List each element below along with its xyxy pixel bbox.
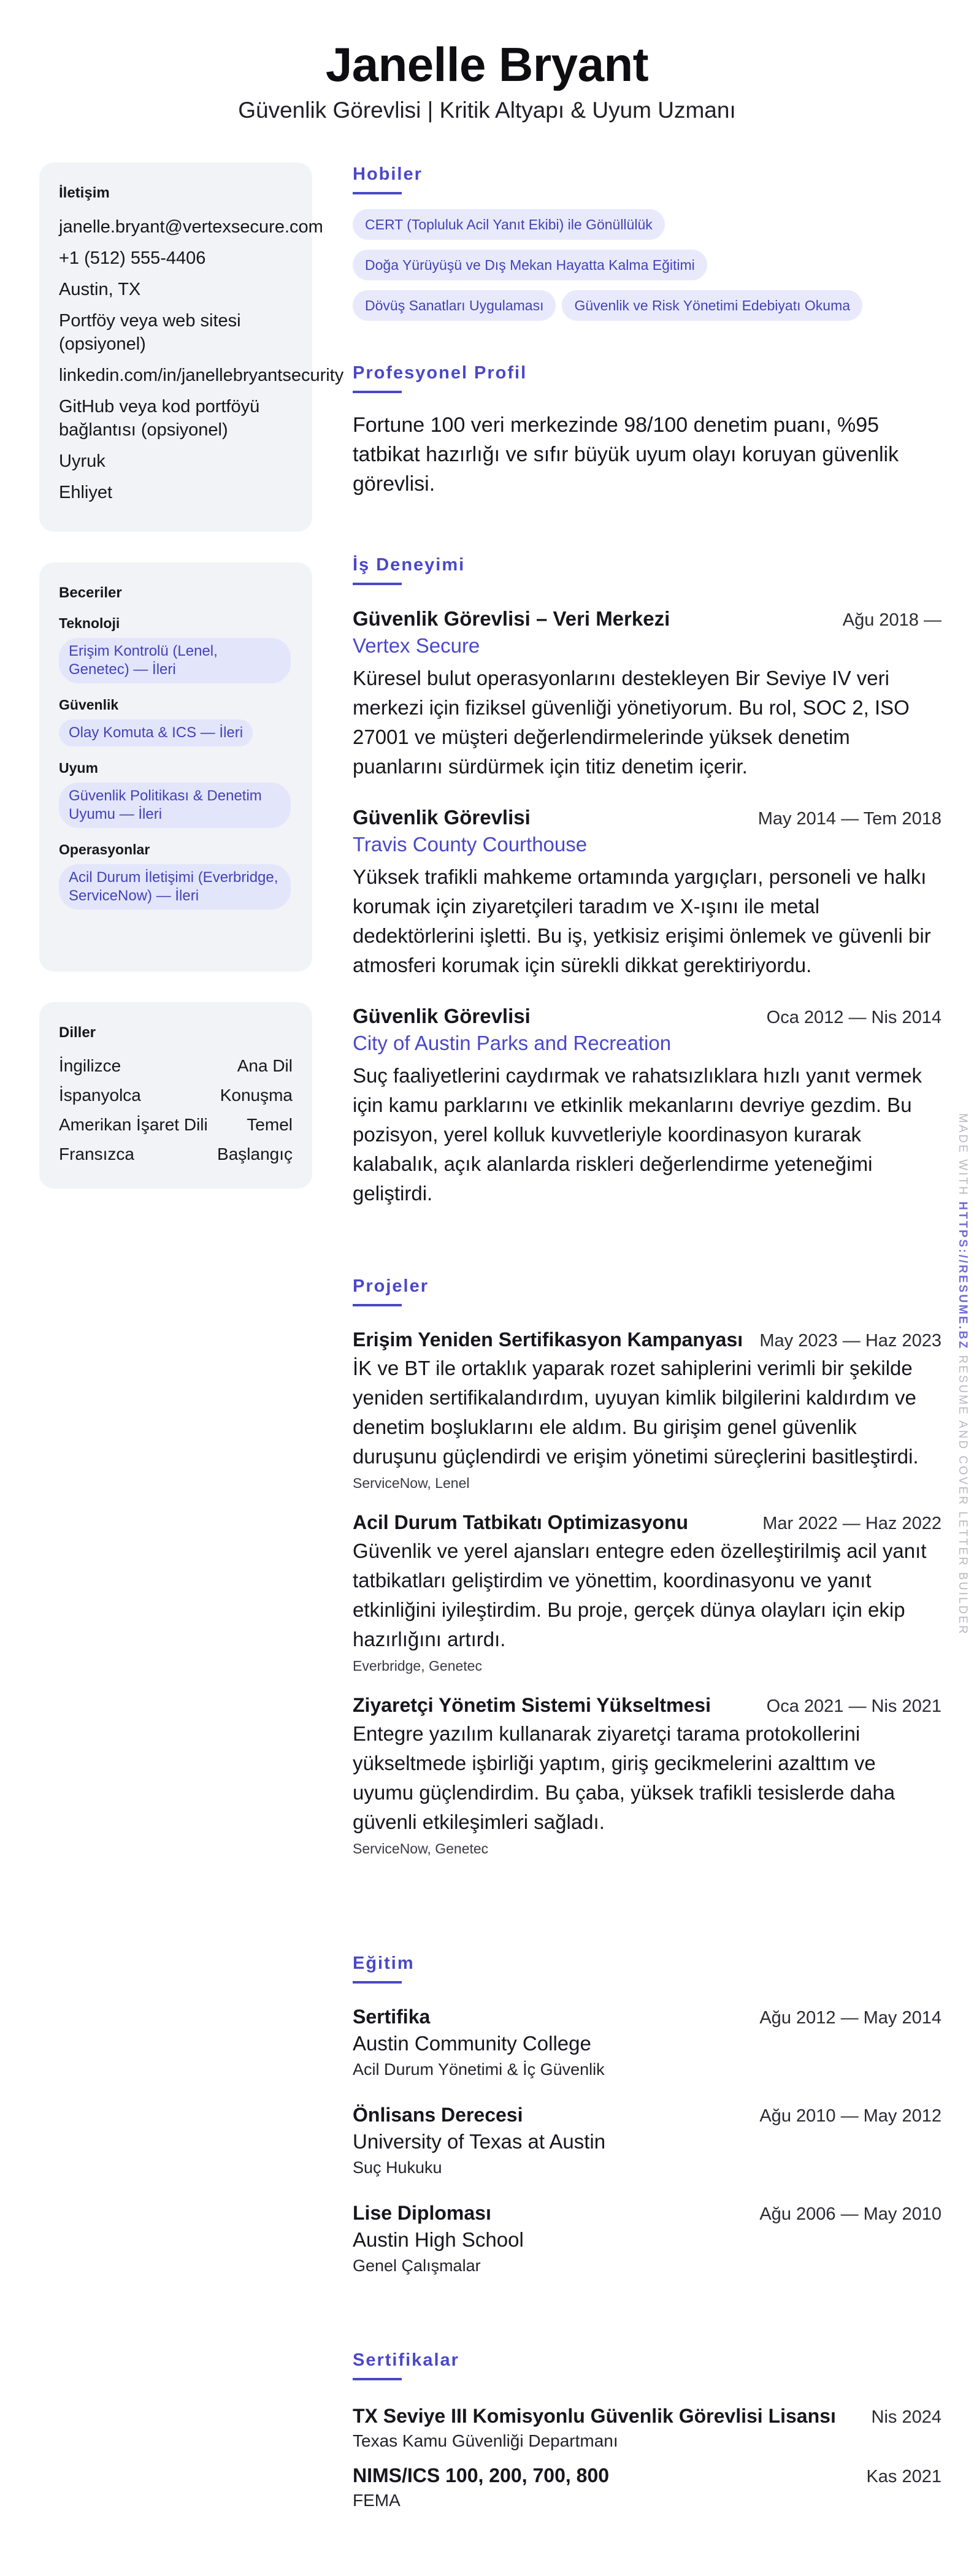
watermark-link[interactable]: HTTPS://RESUME.BZ [956, 1202, 969, 1351]
hobby-chip: Dövüş Sanatları Uygulaması [353, 290, 556, 321]
education-entry [353, 2202, 941, 2275]
certification-name: TX Seviye III Komisyonlu Güvenlik Görevlisi Lisansı [353, 2405, 836, 2427]
watermark-suffix: RESUME AND COVER LETTER BUILDER [956, 1355, 969, 1636]
skill-category: Teknoloji [59, 615, 120, 631]
job-description: Küresel bulut operasyonlarını destekleyen Bir Seviye IV veri merkezi için fiziksel güvenliği yönetiyorum. Bu rol, SOC 2, ISO 27001 ve müşteri değerlendirmelerinde yüksek denetim puanlarını sürdürmek için titiz denetim içerir. [353, 667, 910, 778]
contact-phone[interactable]: +1 (512) 555-4406 [59, 248, 206, 268]
watermark-prefix: MADE WITH [956, 1113, 969, 1197]
certification-entry [353, 2464, 941, 2510]
project-tech: ServiceNow, Lenel [353, 1475, 470, 1491]
project-description: İK ve BT ile ortaklık yaparak rozet sahiplerini verimli bir şekilde yeniden sertifikalandırdım, uyuyan kimlik bilgilerini kaldırdım ve denetim boşluklarını ele aldım. Bu girişim genel güvenlik duruşunu güçlendirdi ve erişim yönetimi süreçlerini basitleştirdi. [353, 1357, 919, 1468]
skill-category: Güvenlik [59, 697, 119, 713]
section-rule [353, 391, 402, 393]
contact-heading: İletişim [59, 185, 110, 201]
project-description: Entegre yazılım kullanarak ziyaretçi tarama protokollerini yükseltmede işbirliği yaptım, giriş gecikmelerini azalttım ve uyumu güçlendirdim. Bu çaba, yüksek trafikli tesislerde daha güvenli etkileşimleri sağladı. [353, 1722, 895, 1833]
project-name: Erişim Yeniden Sertifikasyon Kampanyası [353, 1328, 743, 1351]
contact-linkedin[interactable]: linkedin.com/in/janellebryantsecurity [59, 366, 344, 385]
section-rule [353, 1981, 402, 1984]
project-dates: May 2023 — Haz 2023 [759, 1331, 941, 1351]
language-level: Temel [247, 1115, 293, 1134]
section-rule [353, 1304, 402, 1306]
section-rule [353, 192, 402, 194]
languages-heading: Diller [59, 1024, 96, 1041]
education-entry [353, 2006, 941, 2079]
project-tech: ServiceNow, Genetec [353, 1841, 489, 1857]
education-field: Acil Durum Yönetimi & İç Güvenlik [353, 2060, 605, 2079]
education-degree: Önlisans Derecesi [353, 2104, 523, 2126]
candidate-title: Güvenlik Görevlisi | Kritik Altyapı & Uyum Uzmanı [238, 98, 736, 123]
section-title: Eğitim [353, 1953, 415, 1973]
skill-category: Uyum [59, 760, 98, 776]
skill-chip: Erişim Kontrolü (Lenel, Genetec) — İleri [59, 638, 291, 683]
job-entry [353, 607, 941, 781]
certification-org: Texas Kamu Güvenliği Departmanı [353, 2431, 618, 2450]
language-row [59, 1084, 293, 1106]
education-degree: Sertifika [353, 2006, 431, 2028]
education-school: Austin High School [353, 2228, 524, 2251]
job-company: Travis County Courthouse [353, 833, 588, 856]
project-entry [353, 1328, 941, 1492]
profile-section [353, 363, 941, 499]
job-role: Güvenlik Görevlisi [353, 806, 531, 829]
language-name: Fransızca [59, 1144, 134, 1163]
language-level: Konuşma [220, 1086, 293, 1105]
skills-card [39, 562, 312, 972]
job-description: Suç faaliyetlerini caydırmak ve rahatsızlıklara hızlı yanıt vermek için kamu parklarını ve etkinlik mekanlarını devriye gezdim. Bu pozisyon, yerel kolluk kuvvetleriyle koordinasyon kurarak kalabalık, açık alanlarda riskleri değerlendirme yeteneğimi geliştirdi. [353, 1064, 922, 1205]
education-school: Austin Community College [353, 2032, 591, 2055]
job-role: Güvenlik Görevlisi [353, 1005, 531, 1027]
project-dates: Mar 2022 — Haz 2022 [762, 1514, 941, 1533]
section-title: Projeler [353, 1276, 429, 1296]
project-tech: Everbridge, Genetec [353, 1658, 482, 1674]
contact-github[interactable]: GitHub veya kod portföyü bağlantısı (opsiyonel) [59, 397, 260, 440]
languages-card [39, 1002, 312, 1189]
certification-name: NIMS/ICS 100, 200, 700, 800 [353, 2464, 610, 2486]
certification-entry [353, 2405, 941, 2451]
project-entry [353, 1511, 941, 1674]
contact-portfolio[interactable]: Portföy veya web sitesi (opsiyonel) [59, 311, 241, 354]
job-dates: May 2014 — Tem 2018 [757, 809, 941, 829]
certification-date: Kas 2021 [866, 2467, 941, 2486]
project-description: Güvenlik ve yerel ajansları entegre eden özelleştirilmiş acil yanıt tatbikatları geliştirdim ve yönettim, koordinasyonu ve yanıt etkinliğini iyileştirdim. Bu proje, gerçek dünya olayları için ekip hazırlığını artırdı. [353, 1539, 927, 1650]
job-entry [353, 1005, 941, 1208]
education-section [353, 1953, 941, 2275]
job-company: Vertex Secure [353, 634, 480, 657]
hobby-chip: CERT (Topluluk Acil Yanıt Ekibi) ile Gönüllülük [353, 209, 665, 240]
education-dates: Ağu 2010 — May 2012 [759, 2106, 941, 2126]
candidate-name: Janelle Bryant [325, 37, 649, 91]
profile-text: Fortune 100 veri merkezinde 98/100 denetim puanı, %95 tatbikat hazırlığı ve sıfır büyük uyum olayı koruyan güvenlik görevlisi. [353, 413, 899, 496]
education-field: Genel Çalışmalar [353, 2256, 481, 2275]
section-title: Profesyonel Profil [353, 363, 527, 383]
language-name: İspanyolca [59, 1086, 141, 1105]
language-row [59, 1055, 293, 1077]
language-name: Amerikan İşaret Dili [59, 1115, 208, 1134]
project-name: Acil Durum Tatbikatı Optimizasyonu [353, 1511, 689, 1533]
job-description: Yüksek trafikli mahkeme ortamında yargıçları, personeli ve halkı korumak için ziyaretçileri taradım ve X-ışını ile metal dedektörlerini işletti. Bu iş, yetkisiz erişimi önlemek ve güvenli bir atmosferi korumak için sürekli dikkat gerektiriyordu. [353, 865, 931, 976]
contact-location: Austin, TX [59, 280, 141, 299]
contact-license: Ehliyet [59, 483, 113, 502]
contact-card [39, 163, 344, 532]
project-name: Ziyaretçi Yönetim Sistemi Yükseltmesi [353, 1694, 711, 1716]
education-degree: Lise Diploması [353, 2202, 491, 2224]
hobbies-section [353, 164, 941, 331]
contact-email[interactable]: janelle.bryant@vertexsecure.com [59, 217, 323, 237]
skill-category: Operasyonlar [59, 841, 150, 857]
contact-nationality: Uyruk [59, 451, 105, 471]
hobby-chip: Doğa Yürüyüşü ve Dış Mekan Hayatta Kalma Eğitimi [353, 250, 707, 280]
experience-section [353, 555, 941, 1208]
section-rule [353, 2378, 402, 2380]
language-row [59, 1143, 293, 1165]
project-entry [353, 1694, 941, 1857]
section-rule [353, 583, 402, 585]
job-company: City of Austin Parks and Recreation [353, 1032, 672, 1054]
skill-chip: Güvenlik Politikası & Denetim Uyumu — İleri [59, 783, 291, 828]
skill-chip: Olay Komuta & ICS — İleri [59, 719, 253, 746]
education-field: Suç Hukuku [353, 2158, 442, 2177]
certifications-section [353, 2350, 941, 2510]
language-name: İngilizce [59, 1056, 121, 1075]
watermark [956, 1113, 969, 1636]
language-level: Ana Dil [237, 1056, 293, 1075]
language-row [59, 1114, 293, 1136]
section-title: Hobiler [353, 164, 423, 184]
section-title: İş Deneyimi [353, 555, 466, 575]
hobby-chip: Güvenlik ve Risk Yönetimi Edebiyatı Okuma [562, 290, 862, 321]
job-dates: Ağu 2018 — [842, 610, 941, 630]
projects-section [353, 1276, 941, 1857]
education-school: University of Texas at Austin [353, 2130, 606, 2153]
language-level: Başlangıç [217, 1144, 293, 1163]
education-entry [353, 2104, 941, 2177]
certification-org: FEMA [353, 2491, 401, 2510]
skill-chip: Acil Durum İletişimi (Everbridge, ServiceNow) — İleri [59, 864, 291, 910]
education-dates: Ağu 2012 — May 2014 [759, 2008, 941, 2028]
certification-date: Nis 2024 [871, 2407, 941, 2427]
skills-heading: Beceriler [59, 585, 122, 601]
job-role: Güvenlik Görevlisi – Veri Merkezi [353, 607, 670, 630]
job-entry [353, 806, 941, 980]
section-title: Sertifikalar [353, 2350, 459, 2370]
hobby-list [353, 209, 941, 331]
project-dates: Oca 2021 — Nis 2021 [766, 1696, 941, 1716]
education-dates: Ağu 2006 — May 2010 [759, 2204, 941, 2224]
job-dates: Oca 2012 — Nis 2014 [766, 1008, 941, 1027]
resume-header [0, 34, 974, 123]
